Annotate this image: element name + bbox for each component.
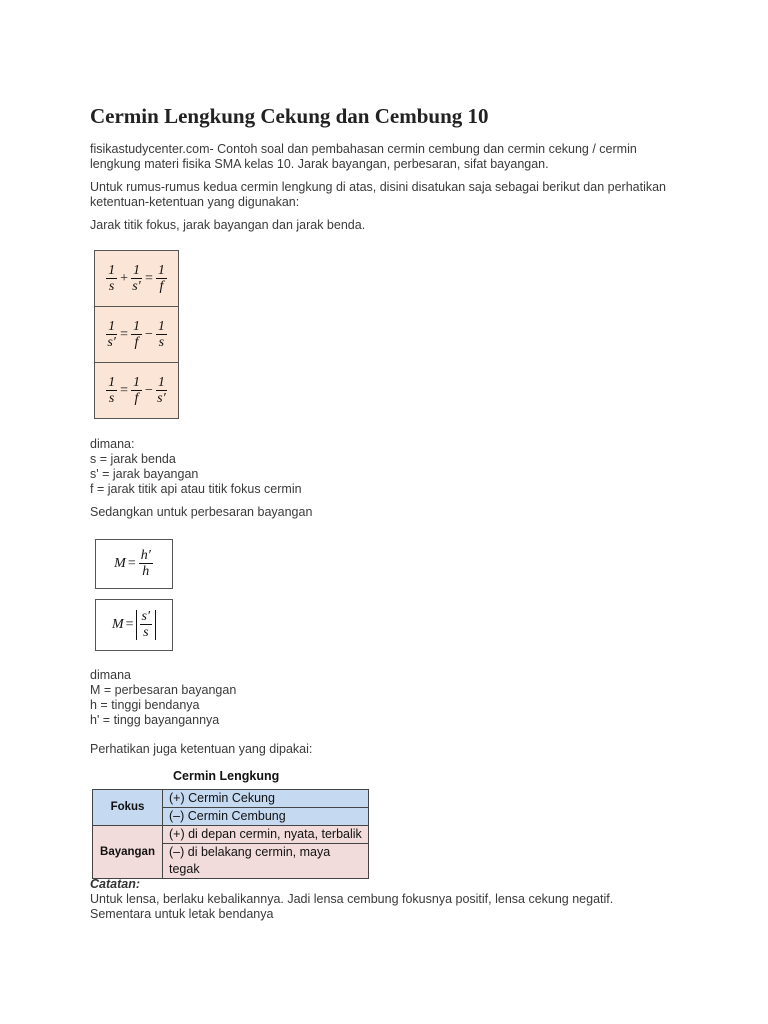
magnification-formula-2: M = $\frac{s'}{s}$	[95, 599, 173, 651]
magnification-heading: Sedangkan untuk perbesaran bayangan	[90, 505, 313, 519]
mirror-formula-1: $\frac{1}{s}$ + $\frac{1}{s'}$ = $\frac{1}{f}$	[95, 251, 178, 307]
mirror-formula-2: $\frac{1}{s'}$ = $\frac{1}{f}$ − $\frac{1}{s}$	[95, 307, 178, 363]
intro-paragraph	[90, 142, 690, 172]
definition-line: h = tinggi bendanya	[90, 698, 200, 712]
focus-distance-heading: Jarak titik fokus, jarak bayangan dan jarak benda.	[90, 218, 366, 232]
note-line: Untuk lensa, berlaku kebalikannya. Jadi lensa cembung fokusnya positif, lensa cekung negatif.	[90, 892, 614, 906]
mirror-formula-table	[94, 250, 179, 419]
definition-line: s' = jarak bayangan	[90, 467, 199, 481]
table-cell: (+) di depan cermin, nyata, terbalik	[163, 826, 369, 844]
formula-intro-paragraph	[90, 180, 690, 210]
fokus-header: Fokus	[93, 790, 163, 826]
paragraph-line: Untuk rumus-rumus kedua cermin lengkung di atas, disini disatukan saja sebagai berikut dan perhatikan	[90, 180, 667, 194]
table-cell: (+) Cermin Cekung	[163, 790, 369, 808]
magnification-definition	[90, 668, 690, 728]
note-line: Sementara untuk letak bendanya	[90, 907, 274, 921]
table-row	[93, 790, 369, 808]
note-text	[90, 892, 690, 922]
variables-definition	[90, 437, 690, 497]
bayangan-header: Bayangan	[93, 826, 163, 879]
definition-line: M = perbesaran bayangan	[90, 683, 237, 697]
paragraph-line: ketentuan-ketentuan yang digunakan:	[90, 195, 300, 209]
table-row	[93, 826, 369, 844]
definition-line: f = jarak titik api atau titik fokus cermin	[90, 482, 302, 496]
table-cell: (–) di belakang cermin, maya tegak	[163, 844, 369, 879]
definition-label: dimana	[90, 668, 131, 682]
intro-line: lengkung materi fisika SMA kelas 10. Jarak bayangan, perbesaran, sifat bayangan.	[90, 157, 549, 171]
rules-intro: Perhatikan juga ketentuan yang dipakai:	[90, 742, 313, 756]
definition-label: dimana:	[90, 437, 135, 451]
sign-convention-table	[92, 789, 369, 879]
rules-table-caption: Cermin Lengkung	[173, 769, 280, 783]
definition-line: h' = tingg bayangannya	[90, 713, 220, 727]
mirror-formula-3: $\frac{1}{s}$ = $\frac{1}{f}$ − $\frac{1}{s'}$	[108, 374, 166, 406]
definition-line: s = jarak benda	[90, 452, 176, 466]
intro-line: fisikastudycenter.com- Contoh soal dan pembahasan cermin cembung dan cermin cekung / cermin	[90, 142, 637, 156]
table-cell: (–) Cermin Cembung	[163, 808, 369, 826]
magnification-formula-1: M = $\frac{h'}{h}$	[95, 539, 173, 589]
page-title: Cermin Lengkung Cekung dan Cembung 10	[90, 104, 489, 128]
note-label: Catatan:	[90, 877, 141, 891]
